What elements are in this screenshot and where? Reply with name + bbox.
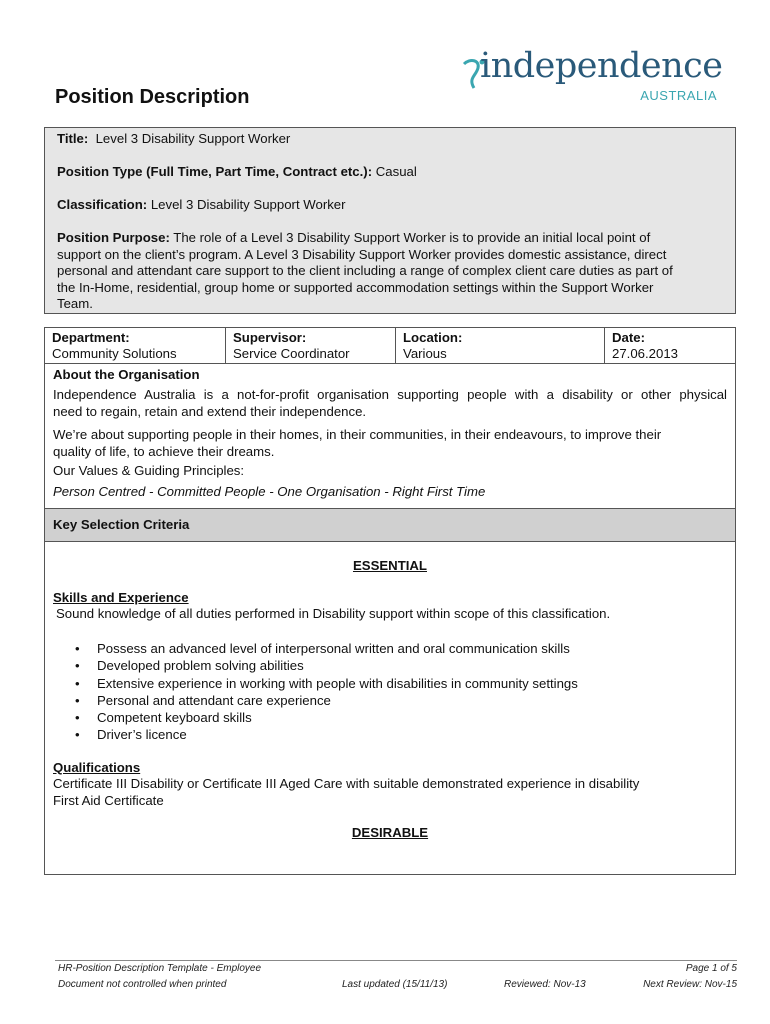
- values-text: Person Centred - Committed People - One Organisation - Right First Time: [53, 484, 486, 499]
- key-selection-criteria-label: Key Selection Criteria: [53, 517, 190, 532]
- purpose-text-line: support on the client’s program. A Level 3 Disability Support Worker provides domestic assistance, direct: [57, 246, 667, 262]
- list-item: • Personal and attendant care experience: [75, 692, 578, 709]
- list-item: • Driver’s licence: [75, 726, 578, 743]
- footer-template-name: HR-Position Description Template - Employee: [58, 963, 262, 974]
- desirable-heading: DESIRABLE: [351, 825, 429, 840]
- footer-control-note: Document not controlled when printed: [58, 979, 227, 990]
- footer-page-number: Page 1 of 5: [685, 963, 737, 974]
- independence-australia-logo: [460, 46, 725, 110]
- logo-subtitle: AUSTRALIA: [640, 88, 717, 103]
- position-info-grid: [44, 327, 736, 364]
- skills-intro: Sound knowledge of all duties performed in Disability support within scope of this classification.: [56, 606, 611, 621]
- position-type-label: Position Type (Full Time, Part Time, Contract etc.):: [57, 164, 373, 179]
- essential-heading: ESSENTIAL: [352, 558, 427, 573]
- purpose-text-line: the In-Home, residential, group home or supported accommodation settings within the Support Worker: [57, 279, 654, 295]
- department-value: Community Solutions: [52, 346, 177, 361]
- supervisor-label: Supervisor:: [233, 330, 307, 345]
- about-paragraph-line: quality of life, to achieve their dreams.: [53, 443, 275, 459]
- about-paragraph-line: We’re about supporting people in their homes, in their communities, in their endeavours, to improve their: [53, 427, 662, 442]
- classification-value: Level 3 Disability Support Worker: [150, 197, 346, 212]
- about-paragraph-line: need to regain, retain and extend their independence.: [53, 403, 367, 419]
- supervisor-value: Service Coordinator: [233, 346, 350, 361]
- location-label: Location:: [403, 330, 463, 345]
- department-cell: [45, 328, 226, 363]
- page-title: Position Description: [55, 86, 250, 108]
- main-content-box: [44, 363, 736, 875]
- footer-next-review: Next Review: Nov-15: [643, 979, 737, 990]
- list-item: • Extensive experience in working with people with disabilities in community settings: [75, 675, 578, 692]
- purpose-line: [57, 230, 723, 247]
- list-item: • Competent keyboard skills: [75, 709, 578, 726]
- title-line: [57, 131, 723, 148]
- classification-line: [57, 197, 723, 214]
- footer-reviewed: Reviewed: Nov-13: [504, 979, 586, 990]
- purpose-text-line: Team.: [57, 296, 93, 311]
- position-type-line: [57, 164, 723, 181]
- date-cell: [605, 328, 735, 363]
- key-selection-criteria-band: [45, 508, 735, 542]
- footer-divider: [55, 960, 737, 961]
- supervisor-cell: [226, 328, 396, 363]
- purpose-text-line: personal and attendant care support to the client including a range of complex client care duties as part of: [57, 263, 673, 278]
- qualifications-heading: Qualifications: [53, 760, 141, 775]
- skills-heading: Skills and Experience: [53, 590, 189, 605]
- about-paragraph-line: Independence Australia is a not-for-profit organisation supporting people with a disability or other physical: [53, 387, 727, 402]
- location-value: Various: [403, 346, 447, 361]
- position-type-value: Casual: [375, 164, 417, 179]
- footer-last-updated: Last updated (15/11/13): [342, 979, 448, 990]
- date-label: Date:: [612, 330, 645, 345]
- list-item: • Developed problem solving abilities: [75, 657, 578, 674]
- purpose-label: Position Purpose:: [57, 230, 170, 245]
- department-label: Department:: [52, 330, 130, 345]
- logo-wordmark: independence: [480, 46, 723, 86]
- qualification-line: First Aid Certificate: [53, 793, 164, 808]
- values-label: Our Values & Guiding Principles:: [53, 463, 245, 478]
- title-label: Title:: [57, 131, 89, 146]
- about-heading: About the Organisation: [53, 367, 200, 382]
- date-value: 27.06.2013: [612, 346, 679, 361]
- purpose-text-line: The role of a Level 3 Disability Support Worker is to provide an initial local point of: [173, 230, 651, 245]
- skills-bullet-list: [75, 640, 578, 744]
- position-summary-box: [44, 127, 736, 314]
- classification-label: Classification:: [57, 197, 148, 212]
- location-cell: [396, 328, 605, 363]
- list-item: • Possess an advanced level of interpersonal written and oral communication skills: [75, 640, 578, 657]
- qualification-line: Certificate III Disability or Certificate III Aged Care with suitable demonstrated experience in disability: [53, 776, 640, 791]
- title-value: Level 3 Disability Support Worker: [95, 131, 291, 146]
